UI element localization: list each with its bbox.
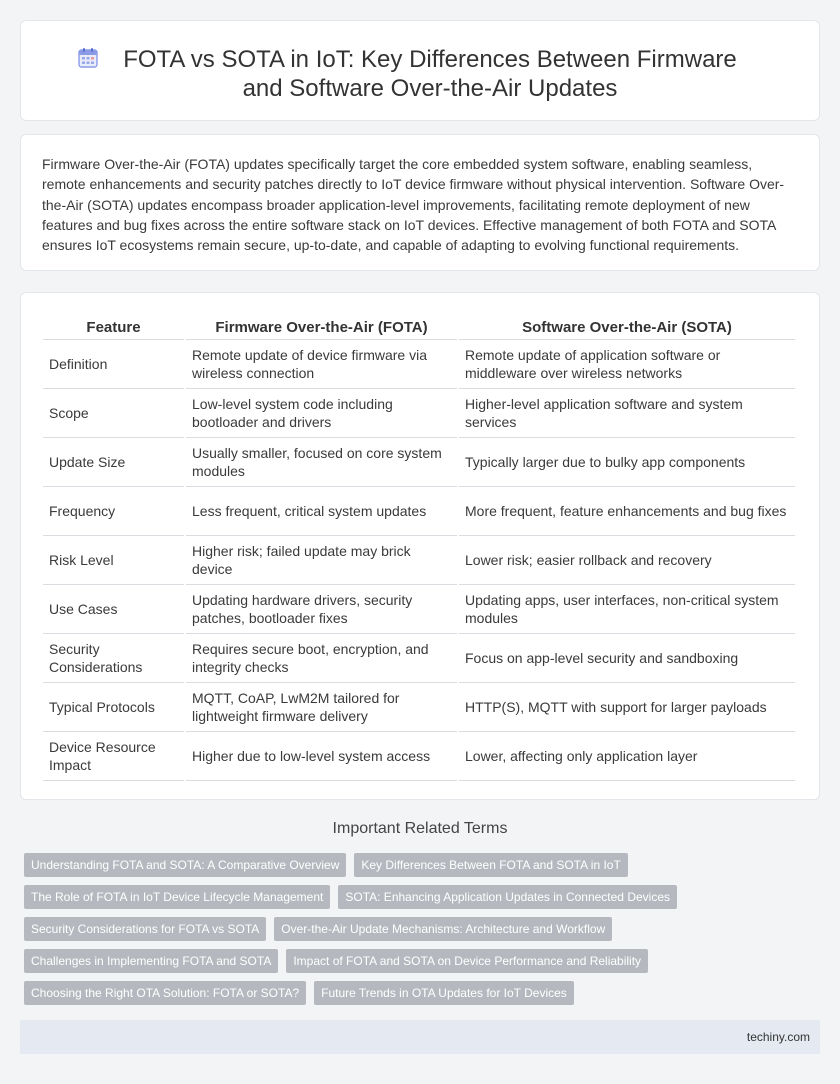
header-fota: Firmware Over-the-Air (FOTA)	[186, 315, 457, 340]
related-term-link[interactable]: The Role of FOTA in IoT Device Lifecycle Management	[24, 885, 330, 909]
intro-paragraph: Firmware Over-the-Air (FOTA) updates specifically target the core embedded system software, enabling seamless, remote enhancements and security patches directly to IoT device firmware without physical intervention. Software Over-the-Air (SOTA) updates encompass broader application-level improvements, facilitating remote deployment of new features and bug fixes across the entire software stack on IoT devices. Effective management of both FOTA and SOTA ensures IoT ecosystems remain secure, up-to-date, and capable of adapting to evolving functional requirements.	[42, 156, 785, 254]
header-feature: Feature	[43, 315, 184, 340]
tag-row	[24, 853, 824, 877]
sota-cell: More frequent, feature enhancements and bug fixes	[459, 487, 795, 536]
fota-cell: MQTT, CoAP, LwM2M tailored for lightweight firmware delivery	[186, 683, 457, 732]
table-row	[43, 536, 795, 585]
table-header-row	[43, 315, 795, 340]
sota-cell: Remote update of application software or middleware over wireless networks	[459, 340, 795, 389]
feature-cell: Typical Protocols	[43, 683, 184, 732]
sota-cell: Focus on app-level security and sandboxing	[459, 634, 795, 683]
feature-cell: Security Considerations	[43, 634, 184, 683]
fota-cell: Higher risk; failed update may brick device	[186, 536, 457, 585]
sota-cell: Higher-level application software and system services	[459, 389, 795, 438]
related-terms-heading: Important Related Terms	[332, 820, 508, 837]
fota-cell: Higher due to low-level system access	[186, 732, 457, 781]
sota-cell: Lower, affecting only application layer	[459, 732, 795, 781]
intro-card	[20, 134, 820, 271]
feature-cell: Scope	[43, 389, 184, 438]
related-term-link[interactable]: SOTA: Enhancing Application Updates in Connected Devices	[338, 885, 677, 909]
feature-cell: Update Size	[43, 438, 184, 487]
related-term-link[interactable]: Choosing the Right OTA Solution: FOTA or SOTA?	[24, 981, 306, 1005]
related-term-link[interactable]: Impact of FOTA and SOTA on Device Performance and Reliability	[286, 949, 648, 973]
table-row	[43, 732, 795, 781]
fota-cell: Remote update of device firmware via wireless connection	[186, 340, 457, 389]
fota-cell: Requires secure boot, encryption, and integrity checks	[186, 634, 457, 683]
feature-cell: Definition	[43, 340, 184, 389]
fota-cell: Low-level system code including bootloader and drivers	[186, 389, 457, 438]
feature-cell: Use Cases	[43, 585, 184, 634]
table-row	[43, 389, 795, 438]
tag-row	[24, 917, 824, 941]
sota-cell: Lower risk; easier rollback and recovery	[459, 536, 795, 585]
fota-cell: Updating hardware drivers, security patches, bootloader fixes	[186, 585, 457, 634]
table-row	[43, 487, 795, 536]
comparison-table-card	[20, 292, 820, 800]
page-title: FOTA vs SOTA in IoT: Key Differences Between Firmware and Software Over-the-Air Updates	[123, 46, 737, 102]
table-row	[43, 585, 795, 634]
sota-cell: HTTP(S), MQTT with support for larger payloads	[459, 683, 795, 732]
feature-cell: Device Resource Impact	[43, 732, 184, 781]
footer-site-link[interactable]: techiny.com	[746, 1030, 810, 1044]
sota-cell: Updating apps, user interfaces, non-critical system modules	[459, 585, 795, 634]
table-row	[43, 438, 795, 487]
tag-row	[24, 949, 824, 973]
feature-cell: Frequency	[43, 487, 184, 536]
tag-row	[24, 885, 824, 909]
fota-cell: Usually smaller, focused on core system modules	[186, 438, 457, 487]
title-card	[20, 20, 820, 121]
related-term-link[interactable]: Key Differences Between FOTA and SOTA in IoT	[354, 853, 627, 877]
table-row	[43, 683, 795, 732]
related-term-link[interactable]: Future Trends in OTA Updates for IoT Devices	[314, 981, 574, 1005]
related-term-link[interactable]: Security Considerations for FOTA vs SOTA	[24, 917, 266, 941]
related-term-link[interactable]: Challenges in Implementing FOTA and SOTA	[24, 949, 278, 973]
feature-cell: Risk Level	[43, 536, 184, 585]
table-row	[43, 340, 795, 389]
table-row	[43, 634, 795, 683]
tag-row	[24, 981, 824, 1005]
header-sota: Software Over-the-Air (SOTA)	[459, 315, 795, 340]
comparison-table	[41, 315, 797, 781]
footer	[20, 1020, 820, 1054]
fota-cell: Less frequent, critical system updates	[186, 487, 457, 536]
related-term-link[interactable]: Understanding FOTA and SOTA: A Comparative Overview	[24, 853, 346, 877]
sota-cell: Typically larger due to bulky app components	[459, 438, 795, 487]
related-terms-list	[24, 853, 824, 1013]
related-term-link[interactable]: Over-the-Air Update Mechanisms: Architecture and Workflow	[274, 917, 612, 941]
